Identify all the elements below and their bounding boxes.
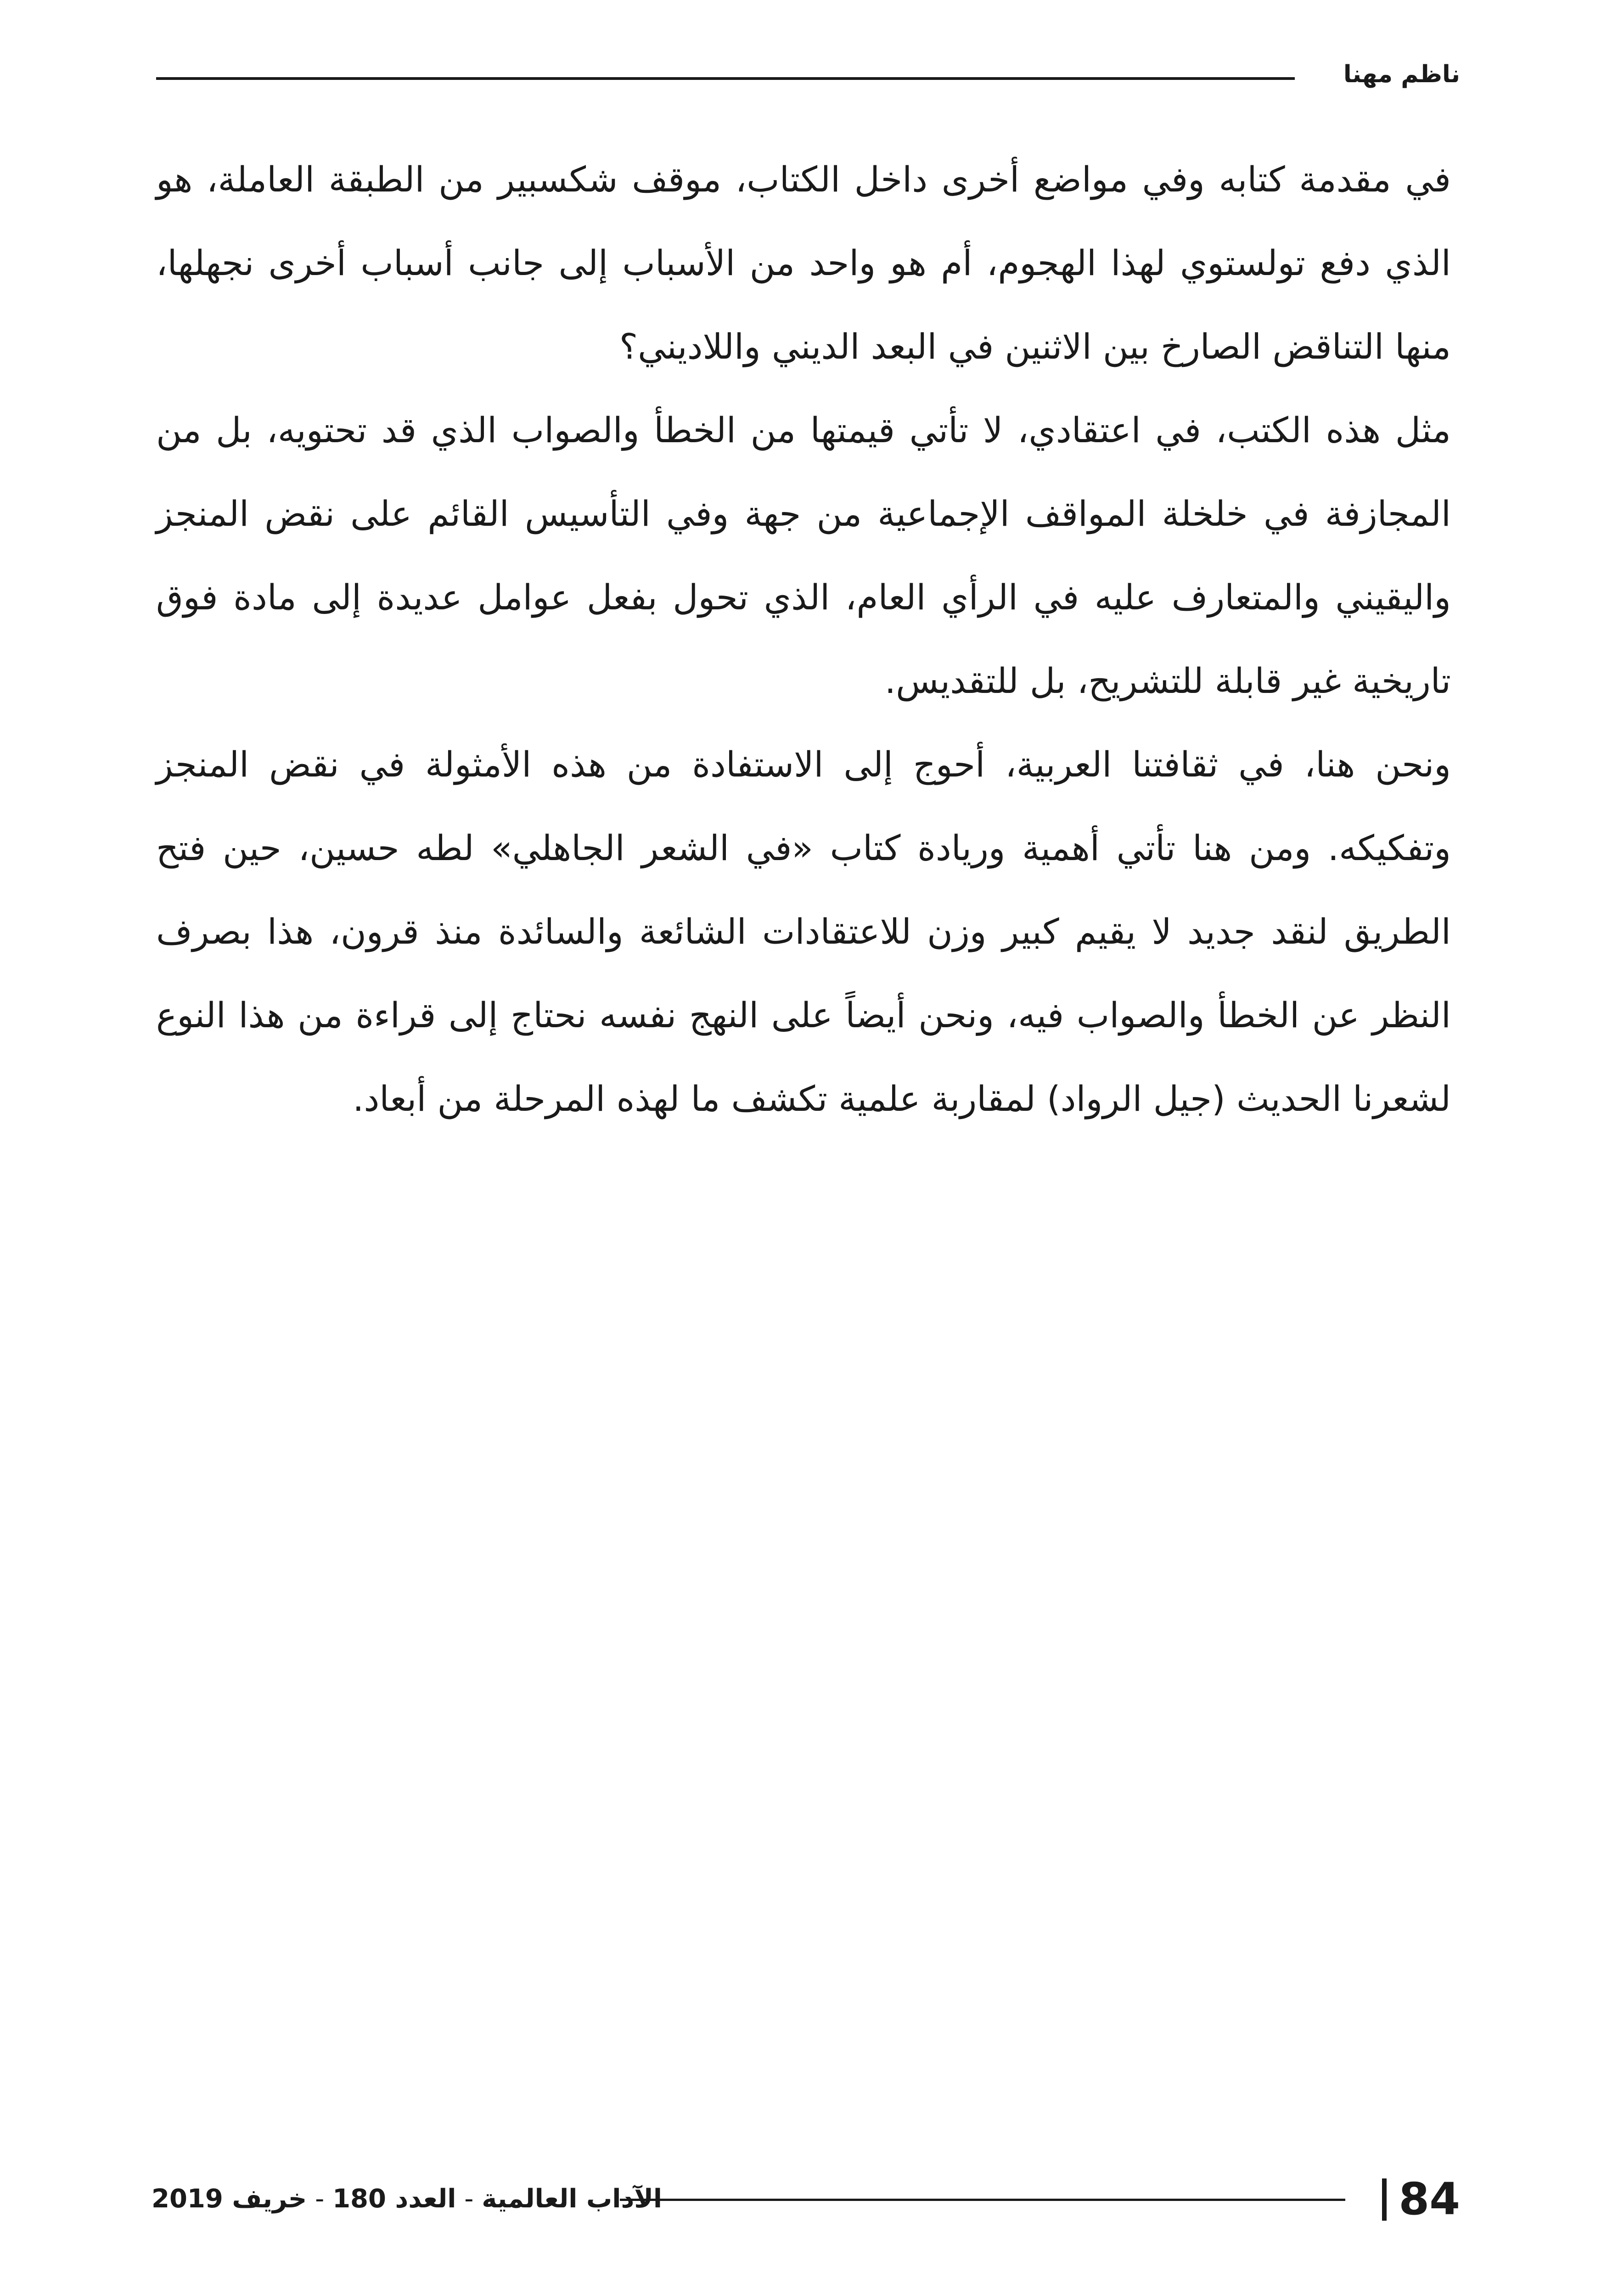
paragraph-1: في مقدمة كتابه وفي مواضع أخرى داخل الكتاب، موقف شكسبير من الطبقة العاملة، هو الذي دفع تولستوي لهذا الهجوم، أم هو واحد من الأسباب إلى جانب أسباب أخرى نجهلها، منها التناقض الصارخ بين الاثنين في البعد الديني واللاديني؟ — [156, 159, 1451, 367]
header-author: ناظم مهنا — [1343, 61, 1460, 88]
paragraph-2: مثل هذه الكتب، في اعتقادي، لا تأتي قيمتها من الخطأ والصواب الذي قد تحتويه، بل من المجازفة في خلخلة المواقف الإجماعية من جهة وفي التأسيس القائم على نقض المنجز واليقيني والمتعارف عليه في الرأي العام، الذي تحول بفعل عوامل عديدة إلى مادة فوق تاريخية غير قابلة للتشريح، بل للتقديس. — [156, 410, 1451, 701]
journal-separator: - — [456, 2184, 482, 2214]
journal-season: خريف 2019 — [152, 2184, 307, 2214]
journal-issue: العدد 180 — [332, 2184, 456, 2214]
journal-separator: - — [307, 2184, 333, 2214]
journal-name: الآداب العالمية — [482, 2184, 663, 2214]
page-number: 84 — [1399, 2173, 1460, 2225]
paragraph-3: ونحن هنا، في ثقافتنا العربية، أحوج إلى الاستفادة من هذه الأمثولة في نقض المنجز وتفكيكه. ومن هنا تأتي أهمية وريادة كتاب «في الشعر الجاهلي» لطه حسين، حين فتح الطريق لنقد جديد لا يقيم كبير وزن للاعتقادات الشائعة والسائدة منذ قرون، هذا بصرف النظر عن الخطأ والصواب فيه، ونحن أيضاً على النهج نفسه نحتاج إلى قراءة من هذا النوع لشعرنا الحديث (جيل الرواد) لمقاربة علمية تكشف ما لهذه المرحلة من أبعاد. — [156, 744, 1451, 1119]
header-rule — [156, 77, 1295, 80]
journal-info — [152, 2183, 662, 2215]
page-footer — [152, 2167, 1460, 2227]
footer-rule — [620, 2199, 1345, 2201]
footer-separator-bar — [1382, 2178, 1387, 2221]
article-body — [156, 138, 1451, 1141]
page-header — [156, 55, 1460, 101]
